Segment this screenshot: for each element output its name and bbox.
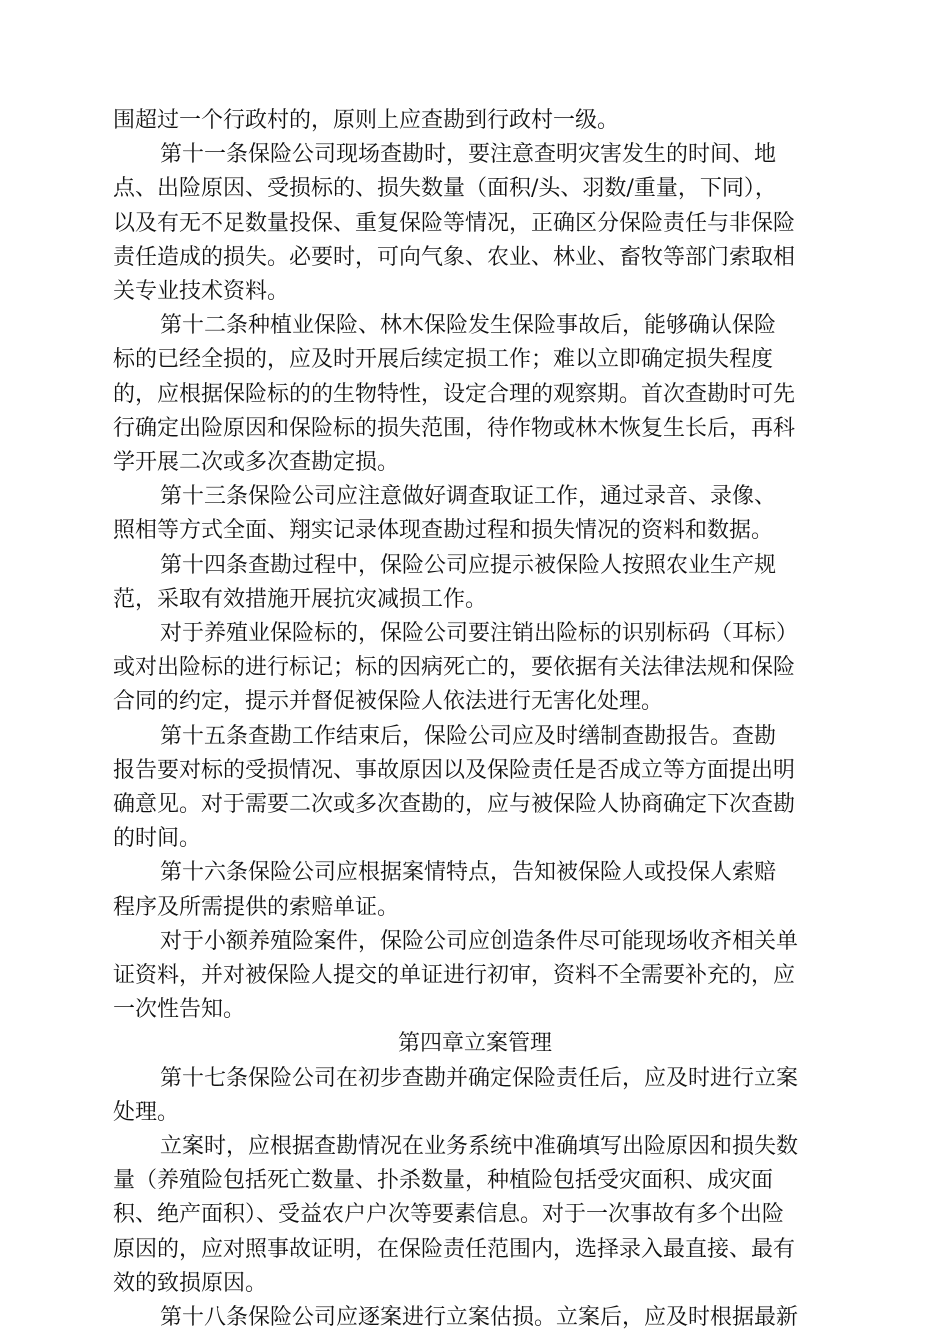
paragraph-start-line: 第十五条查勘工作结束后，保险公司应及时缮制查勘报告。查勘 (160, 724, 777, 749)
text-line: 合同的约定，提示并督促被保险人依法进行无害化处理。 (113, 689, 664, 714)
text-line: 原因的，应对照事故证明，在保险责任范围内，选择录入最直接、最有 (113, 1237, 796, 1262)
text-line: 一次性告知。 (113, 997, 246, 1022)
text-line: 证资料，并对被保险人提交的单证进行初审，资料不全需要补充的，应 (113, 963, 796, 988)
text-line: 围超过一个行政村的，原则上应查勘到行政村一级。 (113, 108, 620, 133)
text-line: 责任造成的损失。必要时，可向气象、农业、林业、畜牧等部门索取相 (113, 245, 796, 270)
paragraph-start-line: 第十三条保险公司应注意做好调查取证工作，通过录音、录像、 (160, 484, 777, 509)
text-line: 积、绝产面积）、受益农户户次等要素信息。对于一次事故有多个出险 (113, 1202, 785, 1227)
text-line: 照相等方式全面、翔实记录体现查勘过程和损失情况的资料和数据。 (113, 518, 774, 543)
paragraph-start-line: 第十六条保险公司应根据案情特点，告知被保险人或投保人索赔 (160, 860, 777, 885)
text-line: 范，采取有效措施开展抗灾减损工作。 (113, 587, 488, 612)
paragraph-start-line: 第十一条保险公司现场查勘时，要注意查明灾害发生的时间、地 (160, 142, 777, 167)
paragraph-start-line: 对于养殖业保险标的，保险公司要注销出险标的识别标码（耳标） (160, 621, 799, 646)
chapter-heading: 第四章立案管理 (397, 1031, 552, 1056)
paragraph-start-line: 第十七条保险公司在初步查勘并确定保险责任后，应及时进行立案 (160, 1066, 799, 1091)
text-line: 或对出险标的进行标记；标的因病死亡的，要依据有关法律法规和保险 (113, 655, 796, 680)
paragraph-start-line: 第十四条查勘过程中，保险公司应提示被保险人按照农业生产规 (160, 553, 777, 578)
text-line: 的时间。 (113, 826, 202, 851)
text-line: 学开展二次或多次查勘定损。 (113, 450, 400, 475)
paragraph-start-line: 立案时，应根据查勘情况在业务系统中准确填写出险原因和损失数 (160, 1134, 799, 1159)
text-line: 标的已经全损的，应及时开展后续定损工作；难以立即确定损失程度 (113, 347, 774, 372)
text-line: 效的致损原因。 (113, 1271, 268, 1296)
text-line: 关专业技术资料。 (113, 279, 290, 304)
text-line: 程序及所需提供的索赔单证。 (113, 895, 400, 920)
text-line: 的，应根据保险标的的生物特性，设定合理的观察期。首次查勘时可先 (113, 382, 796, 407)
paragraph-start-line: 第十二条种植业保险、林木保险发生保险事故后，能够确认保险 (160, 313, 777, 338)
paragraph-start-line: 对于小额养殖险案件，保险公司应创造条件尽可能现场收齐相关单 (160, 929, 799, 954)
text-line: 行确定出险原因和保险标的损失范围，待作物或林木恢复生长后，再科 (113, 416, 796, 441)
text-line: 量（养殖险包括死亡数量、扑杀数量，种植险包括受灾面积、成灾面 (113, 1168, 774, 1193)
text-line: 点、出险原因、受损标的、损失数量（面积/头、羽数/重量，下同）， (113, 176, 777, 201)
text-line: 处理。 (113, 1100, 180, 1125)
text-line: 确意见。对于需要二次或多次查勘的，应与被保险人协商确定下次查勘 (113, 792, 796, 817)
paragraph-start-line: 第十八条保险公司应逐案进行立案估损。立案后，应及时根据最新 (160, 1305, 799, 1330)
text-line: 以及有无不足数量投保、重复保险等情况，正确区分保险责任与非保险 (113, 211, 796, 236)
text-line: 报告要对标的受损情况、事故原因以及保险责任是否成立等方面提出明 (113, 758, 796, 783)
